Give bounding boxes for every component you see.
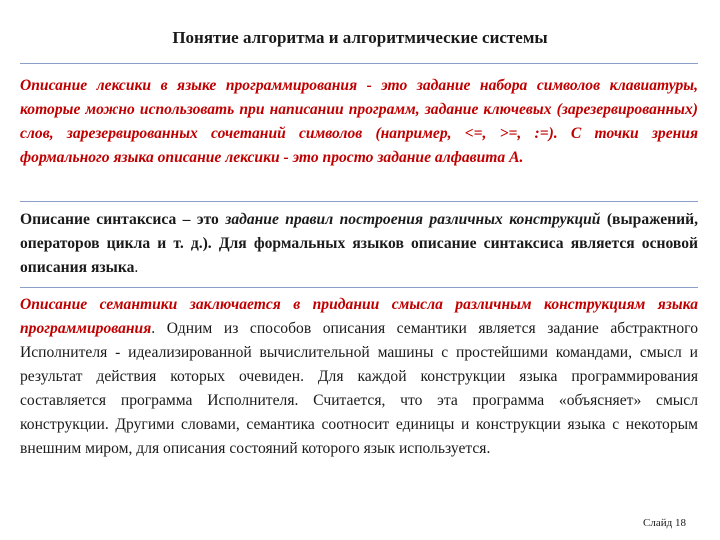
paragraph-semantics — [20, 293, 698, 461]
syntax-body: (выражений, операторов цикла и т. д.). Для формальных языков описание синтаксиса является основой описания языка — [20, 211, 698, 276]
paragraph-syntax — [20, 208, 698, 280]
semantics-body: . Одним из способов описания семантики является задание абстрактного Исполнителя - идеализированной вычислительной машины с простейшими командами, смысл и результат действия которых очевиден. Для каждой конструкции языка программирования составляется программа Исполнителя. Считается, что эта программа «объясняет» смысл конструкции. Другими словами, семантика соотносит единицы и конструкции языка с некоторым внешним миром, для описания состояний которого язык используется. — [20, 320, 698, 457]
syntax-end: . — [134, 259, 139, 276]
slide-number: Слайд 18 — [643, 517, 686, 529]
syntax-definition: задание правил построения различных конструкций — [225, 211, 601, 228]
paragraph-lexicon — [20, 74, 698, 170]
divider-lexicon — [20, 63, 698, 64]
slide-title: Понятие алгоритма и алгоритмические системы — [172, 28, 548, 47]
lexicon-text: Описание лексики в языке программирования - это задание набора символов клавиатуры, которые можно использовать при написании программ, задание ключевых (зарезервированных) слов, зарезервированных сочетаний символов (например, <=, >=, :=). С точки зрения формального языка описание лексики - это просто задание алфавита А. — [20, 77, 698, 166]
divider-semantics — [20, 287, 698, 288]
semantics-definition: Описание семантики заключается в придании смысла различным конструкциям языка программирования — [20, 296, 698, 337]
syntax-lead: Описание синтаксиса – это — [20, 211, 226, 228]
divider-syntax — [20, 201, 698, 202]
